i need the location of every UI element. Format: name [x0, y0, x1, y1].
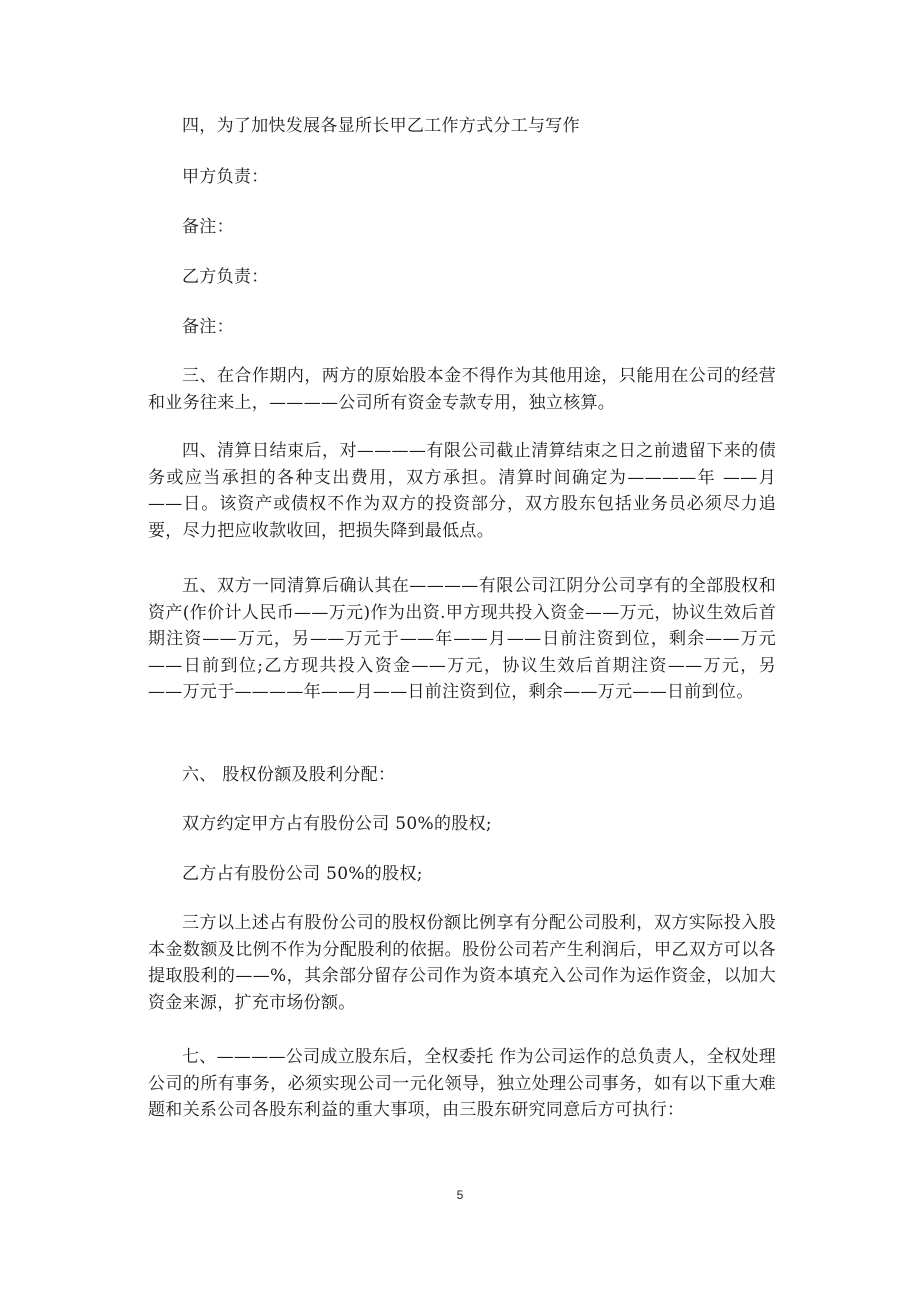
paragraph-remark-a: 备注：	[182, 217, 234, 237]
paragraph-party-a-duties: 甲方负责：	[182, 167, 269, 187]
paragraph-clause-seven: 七、————公司成立股东后，全权委托 作为公司运作的总负责人，全权处理公司的所有事务，必须实现公司一元化领导，独立处理公司事务，如有以下重大难题和关系公司各股东利益的重大事项，由三股东研究同意后方可执行：	[148, 1047, 776, 1120]
paragraph-party-b-duties: 乙方负责：	[182, 267, 269, 287]
paragraph-section-four-intro: 四，为了加快发展各显所长甲乙工作方式分工与写作	[182, 116, 580, 136]
paragraph-dividend-distribution: 三方以上述占有股份公司的股权份额比例享有分配公司股利，双方实际投入股本金数额及比例不作为分配股利的依据。股份公司若产生利润后，甲乙双方可以各提取股利的——%，其余部分留存公司作为资本填充入公司作为运作资金，以加大资金来源，扩充市场份额。	[148, 913, 776, 1013]
paragraph-clause-four: 四、清算日结束后，对————有限公司截止清算结束之日之前遗留下来的债务或应当承担的各种支出费用，双方承担。清算时间确定为————年 ——月——日。该资产或债权不作为双方的投资部分，双方股东包括业务员必须尽力追要，尽力把应收款收回，把损失降到最低点。	[148, 441, 776, 541]
paragraph-party-a-share: 双方约定甲方占有股份公司 50%的股权;	[182, 814, 492, 834]
paragraph-party-b-share: 乙方占有股份公司 50%的股权;	[182, 864, 423, 884]
paragraph-clause-five: 五、双方一同清算后确认其在————有限公司江阴分公司享有的全部股权和资产(作价计人民币——万元)作为出资.甲方现共投入资金——万元，协议生效后首期注资——万元，另——万元于——年——月——日前注资到位，剩余——万元——日前到位;乙方现共投入资金——万元，协议生效后首期注资——万元，另——万元于————年——月——日前注资到位，剩余——万元——日前到位。	[148, 576, 776, 702]
paragraph-clause-six-heading: 六、 股权份额及股利分配：	[182, 765, 396, 785]
paragraph-remark-b: 备注：	[182, 317, 234, 337]
paragraph-clause-three: 三、在合作期内，两方的原始股本金不得作为其他用途，只能用在公司的经营和业务往来上，————公司所有资金专款专用，独立核算。	[148, 366, 776, 413]
page-number: 5	[456, 1188, 464, 1202]
